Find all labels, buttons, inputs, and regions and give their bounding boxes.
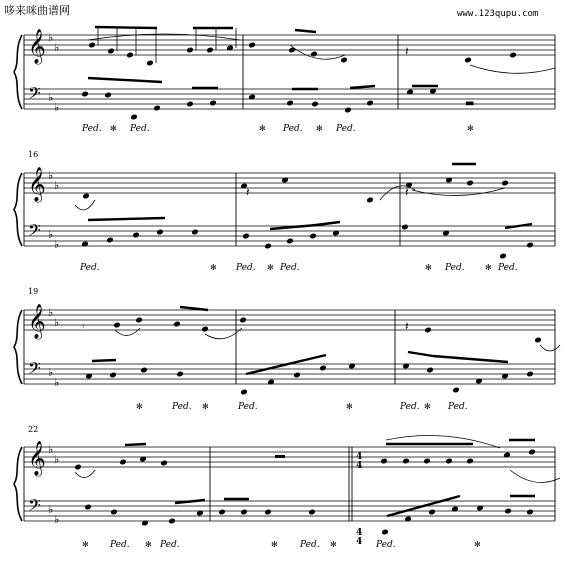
flat-sign: ♭ (54, 101, 60, 114)
site-name: 哆来咪曲谱网 (4, 4, 70, 17)
beam (175, 500, 205, 503)
pedal-mark: Ped. (448, 402, 468, 412)
treble-staff (24, 173, 555, 193)
flat-sign: ♭ (54, 376, 60, 389)
notehead (156, 229, 164, 236)
notehead (106, 237, 114, 244)
slur (386, 436, 500, 449)
notehead (153, 105, 161, 112)
pedal-mark: Ped. (336, 124, 356, 134)
notehead (74, 464, 82, 471)
pedal-mark: Ped. (110, 540, 130, 550)
notehead (452, 387, 460, 394)
brace (14, 35, 22, 109)
notehead (218, 509, 226, 516)
measure-number: 16 (28, 150, 39, 159)
notehead (309, 233, 317, 240)
bass-clef: 𝄢 (28, 220, 41, 244)
notehead (319, 365, 327, 372)
notehead (209, 100, 217, 107)
pedal-release: ✻ (271, 540, 278, 549)
time-signature-top: 4 (356, 528, 363, 538)
notehead (526, 509, 534, 516)
treble-clef: 𝄞 (28, 304, 46, 339)
notehead (240, 509, 248, 516)
flat-sign: ♭ (48, 31, 54, 44)
pedal-release: ✻ (424, 402, 431, 411)
quarter-rest: 𝄽 (405, 44, 409, 58)
notehead (168, 518, 176, 525)
measure-number: 19 (28, 287, 39, 296)
pedal-mark: Ped. (80, 263, 100, 273)
beam (88, 218, 165, 220)
notehead (242, 233, 250, 240)
slur (290, 45, 345, 59)
notehead (288, 47, 296, 54)
system (14, 304, 555, 389)
pedal-release: ✻ (145, 540, 152, 549)
pedal-release: ✻ (136, 402, 143, 411)
notehead (186, 47, 194, 54)
pedal-mark: Ped. (172, 402, 192, 412)
beam (180, 307, 208, 310)
pedal-release: ✻ (82, 540, 89, 549)
notehead (173, 321, 181, 328)
treble-clef: 𝄞 (28, 29, 46, 64)
notehead (84, 504, 92, 511)
flat-sign: ♭ (54, 238, 60, 251)
brace (14, 447, 22, 521)
eighth-rest: 𝄾 (82, 320, 85, 333)
notehead (191, 229, 199, 236)
notehead (501, 180, 509, 187)
slur (540, 345, 560, 351)
notehead (113, 322, 121, 329)
flat-sign: ♭ (48, 443, 54, 456)
pedal-release: ✻ (346, 402, 353, 411)
site-url: www.123qupu.com (457, 9, 539, 19)
notehead (119, 459, 127, 466)
notehead (206, 47, 214, 54)
pedal-mark: Ped. (376, 540, 396, 550)
notehead (310, 51, 318, 58)
notehead (426, 367, 434, 374)
notehead (340, 57, 348, 64)
pedal-release: ✻ (210, 263, 217, 272)
system (14, 441, 555, 526)
notehead (428, 509, 436, 516)
notehead (464, 57, 472, 64)
notehead (240, 389, 248, 396)
pedal-release: ✻ (110, 124, 117, 133)
half-rest: ▬ (465, 98, 475, 109)
pedal-release: ✻ (202, 402, 209, 411)
notehead (104, 92, 112, 99)
notehead (107, 48, 115, 55)
notehead (135, 317, 143, 324)
notehead (126, 52, 134, 59)
notehead (534, 337, 542, 344)
flat-sign: ♭ (48, 306, 54, 319)
notehead (311, 101, 319, 108)
flat-sign: ♭ (48, 169, 54, 182)
beam (408, 352, 433, 356)
notehead (130, 114, 138, 121)
time-signature-bottom: 4 (356, 461, 363, 471)
beam (92, 360, 116, 361)
notehead (401, 224, 409, 231)
notehead (146, 60, 154, 67)
whole-rest (275, 455, 285, 458)
notehead (366, 100, 374, 107)
notehead (186, 101, 194, 108)
notehead (248, 42, 256, 49)
notehead (466, 180, 474, 187)
notehead (140, 367, 148, 374)
notehead (402, 458, 410, 465)
bass-clef: 𝄢 (28, 495, 41, 519)
pedal-mark: Ped. (400, 402, 420, 412)
pedal-release: ✻ (267, 263, 274, 272)
notehead (286, 238, 294, 245)
notehead (423, 458, 431, 465)
notehead (445, 458, 453, 465)
notehead (380, 458, 388, 465)
treble-clef: 𝄞 (28, 441, 46, 476)
pedal-mark: Ped. (300, 540, 320, 550)
beam (95, 27, 157, 28)
bass-clef: 𝄢 (28, 83, 41, 107)
notehead (264, 243, 272, 250)
flat-sign: ♭ (48, 228, 54, 241)
notehead (264, 509, 272, 516)
time-signature-bottom: 4 (356, 537, 363, 547)
flat-sign: ♭ (54, 316, 60, 329)
bass-clef: 𝄢 (28, 358, 41, 382)
pedal-release: ✻ (467, 124, 474, 133)
beam (125, 444, 146, 445)
pedal-release: ✻ (330, 540, 337, 549)
notehead (109, 372, 117, 379)
notehead (366, 197, 374, 204)
slur (412, 188, 505, 196)
flat-sign: ♭ (54, 453, 60, 466)
notehead (176, 371, 184, 378)
flat-sign: ♭ (48, 503, 54, 516)
quarter-rest: 𝄽 (405, 319, 409, 333)
bass-staff (24, 501, 555, 521)
notehead (160, 460, 168, 467)
brace (14, 310, 22, 384)
notehead (82, 193, 90, 200)
time-signature-top: 4 (356, 452, 363, 462)
pedal-mark: Ped. (280, 263, 300, 273)
quarter-rest: 𝄽 (246, 185, 250, 199)
slur (115, 328, 140, 336)
notehead (344, 107, 352, 114)
pedal-mark: Ped. (82, 124, 102, 134)
notehead (466, 458, 474, 465)
measure-number: 22 (28, 425, 39, 434)
treble-staff (24, 447, 555, 467)
notehead (504, 508, 512, 515)
pedal-release: ✻ (474, 540, 481, 549)
bass-staff (24, 364, 555, 384)
beam (350, 86, 375, 88)
notehead (308, 509, 316, 516)
notehead (526, 242, 534, 249)
pedal-mark: Ped. (236, 263, 256, 273)
pedal-mark: Ped. (283, 124, 303, 134)
pedal-mark: Ped. (445, 263, 465, 273)
beam (88, 78, 162, 82)
flat-sign: ♭ (48, 366, 54, 379)
bass-staff (24, 89, 555, 109)
flat-sign: ♭ (54, 41, 60, 54)
notehead (381, 529, 389, 536)
pedal-mark: Ped. (498, 263, 518, 273)
notehead (201, 326, 209, 333)
notehead (293, 372, 301, 379)
slur (75, 470, 95, 478)
pedal-mark: Ped. (160, 540, 180, 550)
slur (75, 200, 95, 210)
pedal-mark: Ped. (130, 124, 150, 134)
beam (246, 355, 326, 374)
treble-staff (24, 310, 555, 330)
notehead (528, 449, 536, 456)
notehead (499, 253, 507, 260)
notehead (88, 42, 96, 49)
slur (510, 470, 560, 483)
notehead (526, 371, 534, 378)
pedal-release: ✻ (485, 263, 492, 272)
pedal-release: ✻ (259, 124, 266, 133)
treble-clef: 𝄞 (28, 167, 46, 202)
pedal-release: ✻ (425, 263, 432, 272)
notehead (424, 327, 432, 334)
flat-sign: ♭ (54, 179, 60, 192)
notehead (286, 100, 294, 107)
flat-sign: ♭ (48, 91, 54, 104)
beam (316, 222, 340, 225)
beam (295, 30, 316, 32)
beam (433, 356, 508, 362)
slur (470, 65, 555, 73)
flat-sign: ♭ (54, 513, 60, 526)
notehead (509, 52, 517, 59)
notehead (110, 509, 118, 516)
notehead (132, 232, 140, 239)
quarter-rest: 𝄽 (405, 185, 409, 199)
pedal-release: ✻ (316, 124, 323, 133)
notehead (81, 91, 89, 98)
brace (14, 173, 22, 246)
notehead (239, 317, 247, 324)
pedal-mark: Ped. (238, 402, 258, 412)
